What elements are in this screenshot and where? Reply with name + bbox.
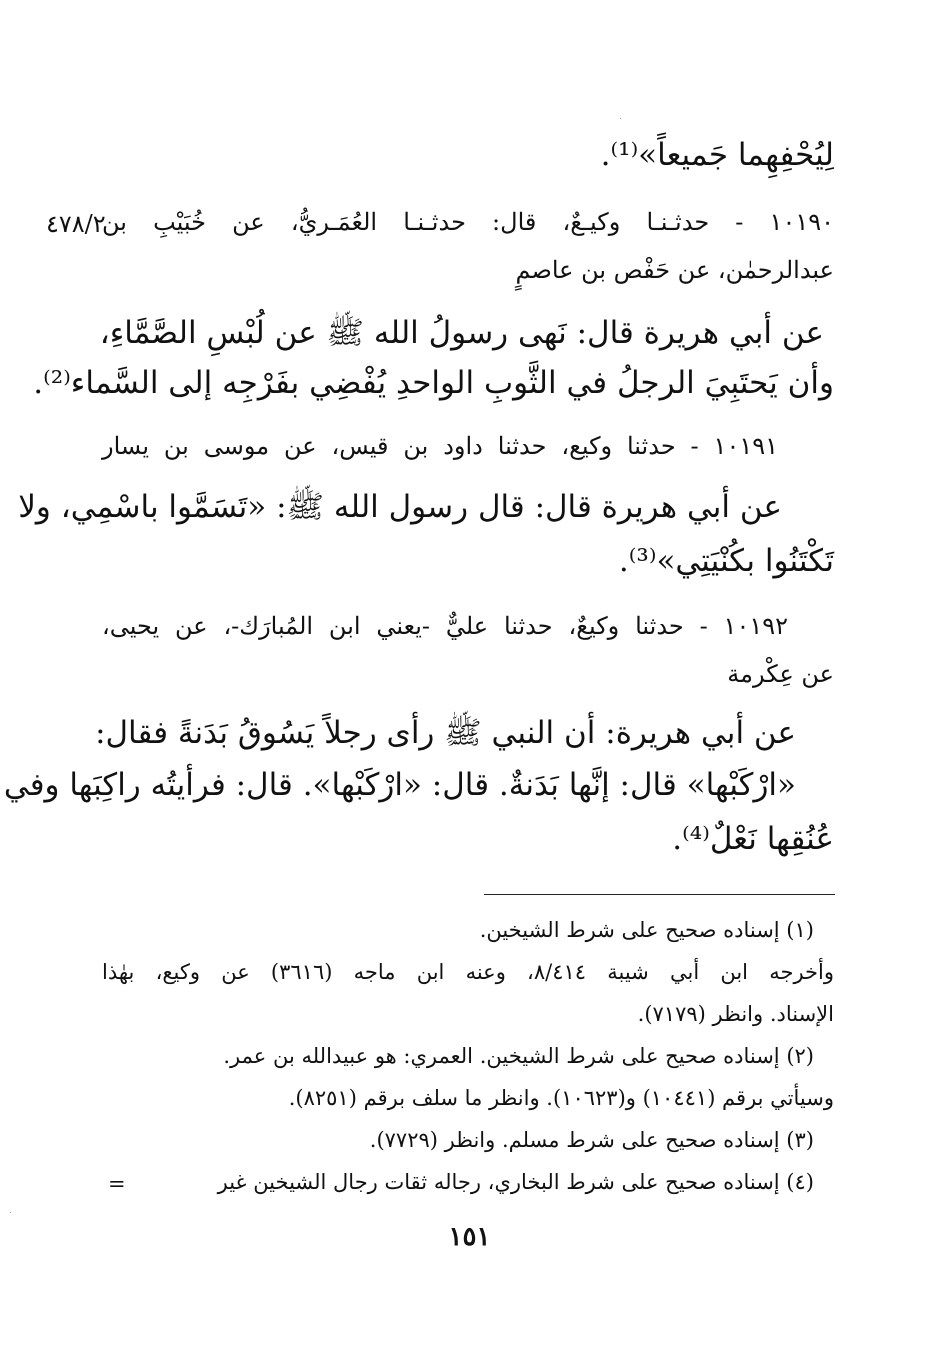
footnote-continuation-mark: =	[108, 1172, 126, 1196]
matn-line: عُنُقِها نَعْلٌ⁽⁴⁾.	[672, 821, 834, 857]
footnote-line: (٤) إسناده صحيح على شرط البخاري، رجاله ثقات رجال الشيخين غير	[217, 1170, 814, 1194]
footnote-separator	[484, 894, 835, 895]
isnad-line: عن عِكْرمة	[727, 660, 834, 688]
page-number: ١٥١	[448, 1222, 491, 1252]
isnad-line: ١٠١٩٠ - حدثـنـا وكيـعٌ، قال: حدثـنـا العُمَـريُّ، عن خُبَيْبِ بن	[102, 208, 834, 236]
footnote-line: وسيأتي برقم (١٠٤٤١) و(١٠٦٢٣). وانظر ما سلف برقم (٨٢٥١).	[288, 1086, 834, 1110]
margin-reference: ٤٧٨/٢	[46, 210, 106, 238]
isnad-line: ١٠١٩١ - حدثنا وكيع، حدثنا داود بن قيس، عن موسى بن يسار	[102, 432, 778, 460]
matn-line: تَكْتَنُوا بكُنْيَتِي»⁽³⁾.	[618, 543, 834, 579]
footnote-line: (١) إسناده صحيح على شرط الشيخين.	[479, 918, 814, 942]
scan-speck	[620, 118, 621, 119]
matn-line: وأن يَحتَبِيَ الرجلُ في الثَّوبِ الواحدِ يُفْضِي بفَرْجِه إلى السَّماء⁽²⁾.	[33, 365, 834, 401]
isnad-line: عبدالرحمٰن، عن حَفْص بن عاصمٍ	[515, 256, 834, 284]
footnote-line: وأخرجه ابن أبي شيبة ٨/٤١٤، وعنه ابن ماجه (٣٦١٦) عن وكيع، بهٰذا	[102, 960, 834, 984]
isnad-line: ١٠١٩٢ - حدثنا وكيعٌ، حدثنا عليٌّ -يعني ابن المُبارَك-، عن يحيى،	[102, 612, 788, 640]
scan-speck	[10, 1212, 11, 1213]
footnote-line: (٣) إسناده صحيح على شرط مسلم. وانظر (٧٧٢٩).	[369, 1128, 814, 1152]
footnote-line: الإسناد. وانظر (٧١٧٩).	[637, 1002, 834, 1026]
footnote-line: (٢) إسناده صحيح على شرط الشيخين. العمري: هو عبيدالله بن عمر.	[223, 1044, 814, 1068]
matn-line: عن أبي هريرة: أن النبي ﷺ رأى رجلاً يَسُوقُ بَدَنةً فقال:	[95, 715, 796, 751]
matn-line: لِيُحْفِهِما جَميعاً»⁽¹⁾.	[600, 137, 834, 173]
matn-line: عن أبي هريرة قال: قال رسول الله ﷺ: «تَسَمَّوا باسْمِي، ولا	[18, 489, 782, 525]
matn-line: «ارْكَبْها» قال: إنَّها بَدَنةٌ. قال: «ارْكَبْها». قال: فرأيتُه راكِبَها وفي	[3, 767, 796, 803]
matn-line: عن أبي هريرة قال: نَهى رسولُ الله ﷺ عن لُبْسِ الصَّمَّاءِ،	[99, 315, 824, 351]
